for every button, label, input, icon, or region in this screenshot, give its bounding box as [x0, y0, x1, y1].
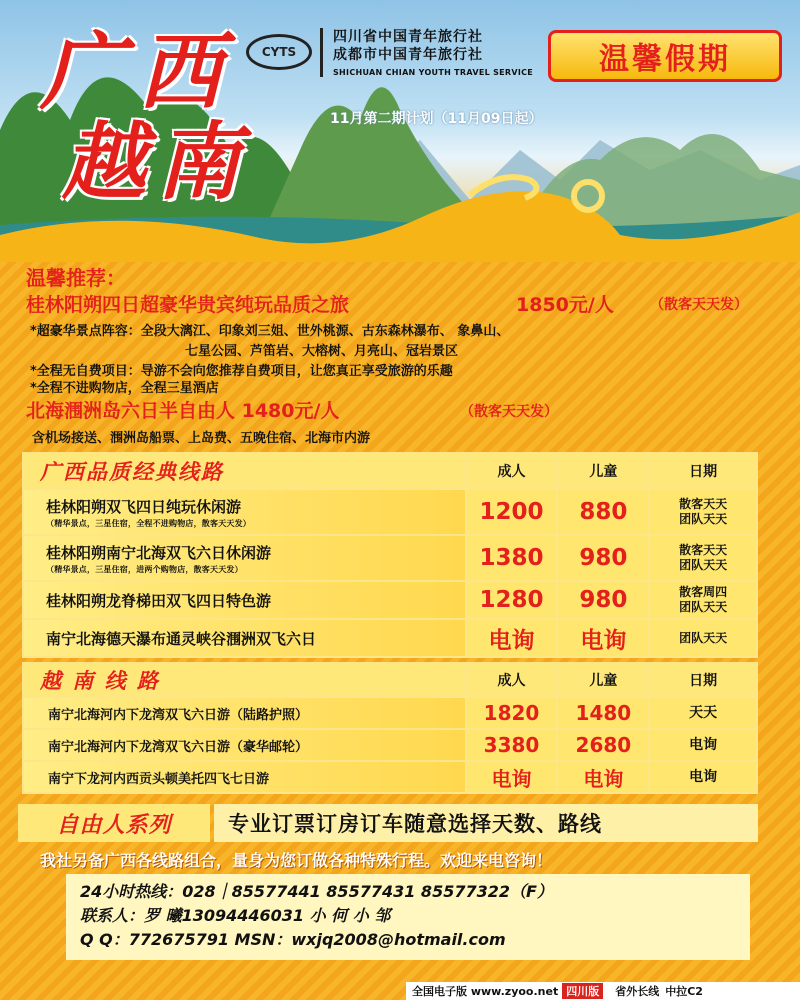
col-child: 儿童: [557, 663, 649, 697]
col-date: 日期: [649, 663, 757, 697]
title-vietnam: 越南: [62, 112, 251, 211]
route-date: 散客天天 团队天天: [649, 535, 757, 581]
agency-name-chengdu: 成都市中国青年旅行社: [333, 47, 483, 63]
trip2-name: 北海涠洲岛六日半自由人 1480元/人: [26, 400, 340, 422]
table-row: [23, 581, 757, 619]
header-banner: [0, 0, 800, 262]
route-date: 散客周四 团队天天: [649, 581, 757, 619]
route-subnote: （精华景点，三星住宿，进两个购物店，散客天天发）: [46, 564, 243, 574]
col-date: 日期: [649, 453, 757, 489]
table-row: [23, 729, 757, 761]
vietnam-routes-table: [22, 662, 758, 794]
qq-msn: Q Q：772675791 MSN：wxjq2008@hotmail.com: [80, 930, 506, 949]
table-row: [23, 697, 757, 729]
trip2-detail: 含机场接送、涠洲岛船票、上岛费、五晚住宿、北海市内游: [32, 431, 371, 446]
title-guangxi: 广西: [40, 22, 237, 121]
child-price: 2680: [557, 729, 649, 761]
agency-name-sichuan: 四川省中国青年旅行社: [333, 29, 483, 45]
table-row: [23, 489, 757, 535]
free-series-desc: 专业订票订房订车随意选择天数、路线: [214, 804, 758, 842]
guangxi-label: 广西品质经典线路: [23, 453, 466, 489]
table-row: [23, 619, 757, 657]
adult-price: 电询: [466, 619, 558, 657]
table-row: [23, 535, 757, 581]
table-header-row: [23, 453, 757, 489]
footer-bar: [406, 982, 800, 1000]
vietnam-label: 越 南 线 路: [23, 663, 466, 697]
route-name: 南宁北海德天瀑布通灵峡谷涠洲双飞六日: [23, 619, 466, 657]
adult-price: 1380: [466, 535, 558, 581]
feature-line: *超豪华景点阵容：全段大漓江、印象刘三姐、世外桃源、古东森林瀑布、 象鼻山、: [30, 324, 510, 339]
contact-people: 联系人：罗 曦13094446031 小 何 小 邹: [80, 906, 391, 925]
route-name: 桂林阳朔龙脊梯田双飞四日特色游: [23, 581, 466, 619]
adult-price: 电询: [466, 761, 558, 793]
cyts-logo-icon: CYTS: [246, 34, 312, 70]
trip1-price: 1850元/人: [516, 294, 614, 316]
slogan: 我社另备广西各线路组合，量身为您订做各种特殊行程。欢迎来电咨询！: [40, 851, 553, 870]
child-price: 电询: [557, 619, 649, 657]
route-name: 南宁北海河内下龙湾双飞六日游（陆路护照）: [23, 697, 466, 729]
route-date: 电询: [649, 729, 757, 761]
route-subnote: （精华景点，三星住宿，全程不进购物店，散客天天发）: [46, 518, 251, 528]
feature-line: 七星公园、芦笛岩、大榕树、月亮山、冠岩景区: [185, 344, 459, 359]
route-date: 电询: [649, 761, 757, 793]
col-adult: 成人: [466, 663, 558, 697]
free-series-label: 自由人系列: [18, 804, 210, 842]
child-price: 1480: [557, 697, 649, 729]
child-price: 880: [557, 489, 649, 535]
trip1-name: 桂林阳朔四日超豪华贵宾纯玩品质之旅: [26, 294, 350, 316]
adult-price: 1280: [466, 581, 558, 619]
route-name: 桂林阳朔南宁北海双飞六日休闲游 （精华景点，三星住宿，进两个购物店，散客天天发）: [23, 535, 466, 581]
col-child: 儿童: [557, 453, 649, 489]
route-name: 南宁下龙河内西贡头顿美托四飞七日游: [23, 761, 466, 793]
feature-line: *全程无自费项目：导游不会向您推荐自费项目，让您真正享受旅游的乐趣: [30, 364, 453, 379]
route-date: 散客天天 团队天天: [649, 489, 757, 535]
contact-box: [66, 874, 750, 960]
agency-name-english: SHICHUAN CHIAN YOUTH TRAVEL SERVICE: [333, 68, 534, 77]
table-row: [23, 761, 757, 793]
feature-line: *全程不进购物店，全程三星酒店: [30, 381, 219, 396]
guangxi-routes-table: [22, 452, 758, 658]
table-header-row: [23, 663, 757, 697]
col-adult: 成人: [466, 453, 558, 489]
recommend-title: 温馨推荐：: [26, 266, 126, 290]
route-name: 桂林阳朔双飞四日纯玩休闲游 （精华景点，三星住宿，全程不进购物店，散客天天发）: [23, 489, 466, 535]
footer-site: 全国电子版 www.zyoo.net: [412, 985, 559, 998]
hotline: 24小时热线：028｜85577441 85577431 85577322（F）: [80, 882, 553, 901]
adult-price: 3380: [466, 729, 558, 761]
trip1-note: （散客天天发）: [650, 297, 748, 313]
trip2-note: （散客天天发）: [460, 404, 558, 420]
plan-period: 11月第二期计划（11月09日起）: [330, 111, 543, 127]
footer-tag1: 省外长线: [615, 985, 660, 998]
child-price: 电询: [557, 761, 649, 793]
brand-badge: 温馨假期: [548, 30, 782, 82]
child-price: 980: [557, 535, 649, 581]
child-price: 980: [557, 581, 649, 619]
route-name: 南宁北海河内下龙湾双飞六日游（豪华邮轮）: [23, 729, 466, 761]
adult-price: 1820: [466, 697, 558, 729]
route-date: 团队天天: [649, 619, 757, 657]
adult-price: 1200: [466, 489, 558, 535]
footer-tag2: 中拉C2: [665, 985, 703, 998]
footer-edition: 四川版: [562, 983, 603, 999]
main-content: [0, 262, 800, 1000]
agency-block: [320, 28, 543, 77]
route-date: 天天: [649, 697, 757, 729]
